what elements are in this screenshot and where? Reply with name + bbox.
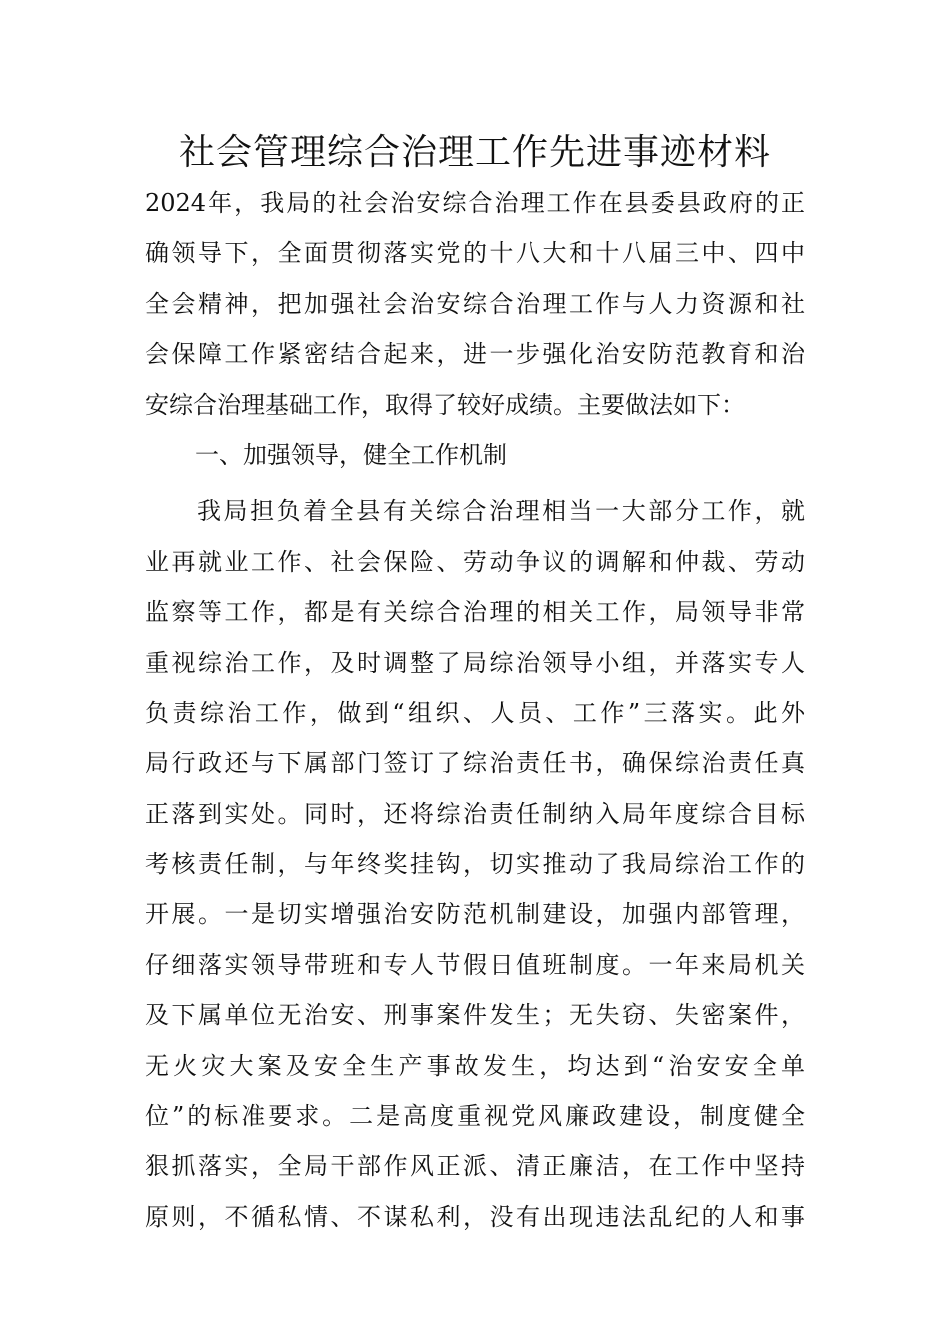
paragraph-line: 正落到实处。同时，还将综治责任制纳入局年度综合目标: [145, 799, 805, 828]
paragraph-line: 及下属单位无治安、刑事案件发生；无失窃、失密案件，: [145, 1001, 805, 1030]
paragraph-line: 会保障工作紧密结合起来，进一步强化治安防范教育和治: [145, 340, 805, 369]
paragraph-line: 开展。一是切实增强治安防范机制建设，加强内部管理，: [145, 900, 805, 929]
paragraph-line: 我局担负着全县有关综合治理相当一大部分工作，就: [197, 497, 805, 526]
paragraph-line: 监察等工作，都是有关综合治理的相关工作，局领导非常: [145, 598, 805, 627]
document-title: 社会管理综合治理工作先进事迹材料: [178, 132, 771, 173]
document-body: [145, 178, 805, 1242]
paragraph-line: 原则，不循私情、不谋私利，没有出现违法乱纪的人和事: [145, 1202, 805, 1231]
paragraph-line: 确领导下，全面贯彻落实党的十八大和十八届三中、四中: [145, 239, 805, 268]
paragraph-line: 业再就业工作、社会保险、劳动争议的调解和仲裁、劳动: [145, 547, 805, 576]
paragraph-line: 安综合治理基础工作，取得了较好成绩。主要做法如下：: [145, 390, 745, 419]
paragraph-line: 负责综治工作，做到“组织、人员、工作”三落实。此外: [145, 698, 805, 727]
paragraph-line: 考核责任制，与年终奖挂钩，切实推动了我局综治工作的: [145, 850, 805, 879]
paragraph-line: 狠抓落实，全局干部作风正派、清正廉洁，在工作中坚持: [145, 1152, 805, 1181]
paragraph-line: 2024年，我局的社会治安综合治理工作在县委县政府的正: [145, 189, 805, 217]
paragraph-line: 局行政还与下属部门签订了综治责任书，确保综治责任真: [145, 749, 805, 778]
paragraph-line: 全会精神，把加强社会治安综合治理工作与人力资源和社: [145, 289, 805, 318]
paragraph-line: 无火灾大案及安全生产事故发生，均达到“治安安全单: [145, 1051, 805, 1080]
paragraph-line: 重视综治工作，及时调整了局综治领导小组，并落实专人: [145, 648, 805, 677]
paragraph-line: 仔细落实领导带班和专人节假日值班制度。一年来局机关: [145, 950, 805, 979]
section-heading: 一、加强领导，健全工作机制: [195, 440, 507, 469]
paragraph-line: 位”的标准要求。二是高度重视党风廉政建设，制度健全: [145, 1102, 805, 1131]
